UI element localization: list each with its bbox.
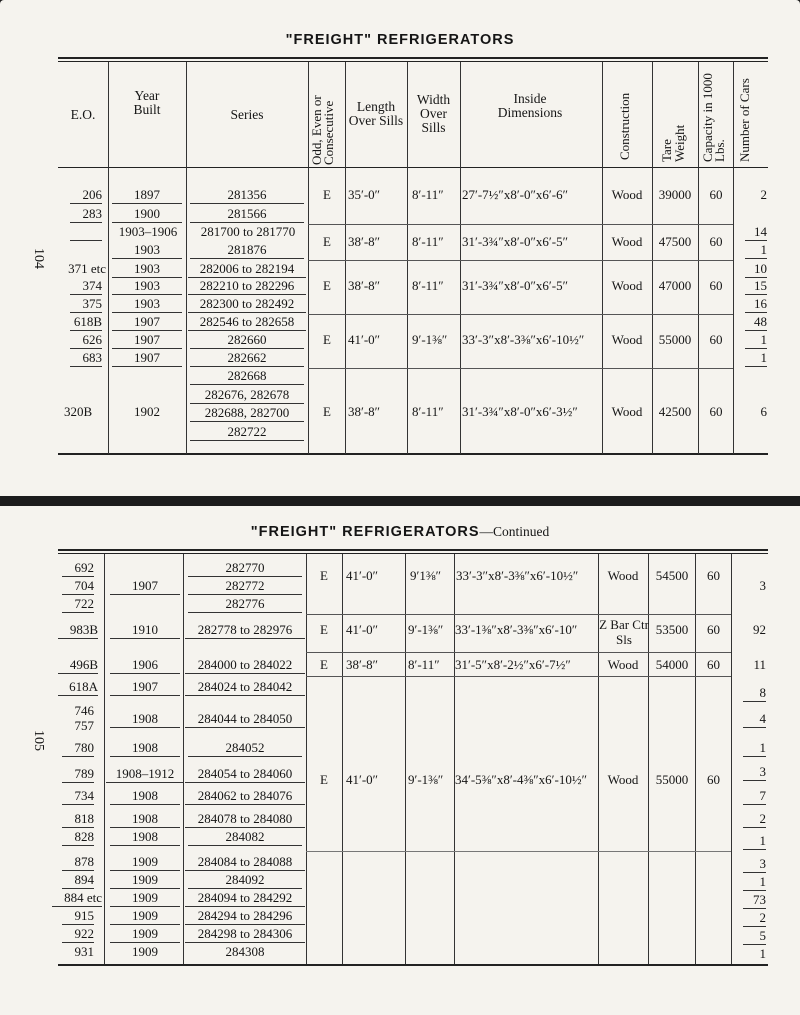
header-width: Width Over Sills [416,92,451,135]
page-title-continued: —Continued [479,524,550,539]
header-series: Series [230,106,264,122]
header-number-of-cars: Number of Cars [737,78,752,162]
capacity-cell: 60 [709,278,723,293]
series-cell: 281876 [190,242,304,257]
odd-even-cell: E [320,622,328,637]
header-top-rule [58,57,768,59]
eo-cell: 704 [62,578,94,593]
page-105 [0,506,800,1015]
column-divider [460,62,461,454]
width-cell: 8′-11″ [412,278,444,293]
capacity-cell: 60 [709,404,723,419]
eo-cell: 618A [58,679,98,694]
series-cell: 282210 to 282296 [188,278,306,293]
column-divider [104,554,105,964]
eo-cell: 878 [62,854,94,869]
cars-cell: 2 [743,910,766,925]
eo-cell: 722 [62,596,94,611]
eo-cell: 496B [58,657,98,672]
width-cell: 9′-1⅜″ [408,772,444,787]
eo-cell: 618B [70,314,102,329]
cars-cell: 2 [743,811,766,826]
capacity-cell: 60 [707,657,720,672]
column-divider [306,554,307,964]
series-cell: 284044 to 284050 [185,711,305,726]
eo-cell: 789 [62,766,94,781]
odd-even-cell: E [323,234,331,249]
tare-cell: 47000 [658,278,692,293]
year-cell: 1908 [110,788,180,803]
series-cell: 284294 to 284296 [185,908,305,923]
series-cell: 284000 to 284022 [185,657,305,672]
length-cell: 35′-0″ [348,187,381,202]
year-cell: 1909 [110,872,180,887]
cars-cell: 1 [745,242,767,257]
series-cell: 284052 [188,740,302,755]
column-divider [405,554,406,964]
capacity-cell: 60 [709,332,723,347]
header-top-rule-2 [58,61,768,62]
cars-cell: 73 [743,892,766,907]
series-cell: 284082 [188,829,302,844]
eo-cell: 734 [62,788,94,803]
header-year-built: Year Built [133,88,161,117]
column-divider [183,554,184,964]
group-separator [306,851,731,852]
year-cell: 1900 [112,206,182,221]
length-cell: 38′-8″ [348,234,381,249]
series-cell: 282668 [190,368,304,383]
eo-cell: 746 757 [74,703,94,733]
eo-cell: 818 [62,811,94,826]
tare-cell: 54000 [655,657,689,672]
width-cell: 9′1⅜″ [410,568,442,583]
eo-cell: 320B [64,404,93,419]
capacity-cell: 60 [709,187,723,202]
eo-cell: 931 [74,944,94,959]
cars-cell: 3 [759,578,766,593]
width-cell: 8′-11″ [412,404,444,419]
eo-cell: 915 [62,908,94,923]
series-cell: 282676, 282678 [190,387,304,402]
construction-cell: Wood [611,404,643,419]
series-cell: 282772 [188,578,302,593]
column-divider [342,554,343,964]
group-separator [308,314,733,315]
column-divider [731,554,732,964]
year-cell: 1897 [112,187,182,202]
table-bottom-rule [58,964,768,966]
cars-cell: 11 [753,657,766,672]
cars-cell: 16 [745,296,767,311]
cars-cell: 48 [745,314,767,329]
odd-even-cell: E [320,657,328,672]
cars-cell: 3 [743,764,766,779]
inside-dimensions-cell: 31′-3¾″x8′-0″x6′-3½″ [462,404,578,419]
eo-cell: 283 [70,206,102,221]
eo-cell: 828 [62,829,94,844]
series-cell: 284308 [225,944,265,959]
eo-cell: 894 [62,872,94,887]
capacity-cell: 60 [709,234,723,249]
series-cell: 282006 to 282194 [188,261,306,276]
width-cell: 8′-11″ [412,187,444,202]
inside-dimensions-cell: 34′-5⅜″x8′-4⅜″x6′-10½″ [455,772,588,787]
series-cell: 284298 to 284306 [185,926,305,941]
cars-cell: 92 [753,622,766,637]
inside-dimensions-cell: 27′-7½″x8′-0″x6′-6″ [462,187,569,202]
cars-cell: 1 [759,946,766,961]
series-cell: 282770 [188,560,302,575]
header-eo: E.O. [70,106,96,122]
cars-cell: 2 [760,187,767,202]
header-top-rule-2 [58,553,768,554]
construction-cell: Wood [611,187,643,202]
cars-cell: 5 [743,928,766,943]
group-separator [306,652,731,653]
tare-cell: 53500 [655,622,689,637]
series-cell: 282660 [190,332,304,347]
capacity-cell: 60 [707,568,720,583]
odd-even-cell: E [323,404,331,419]
construction-cell: Wood [611,332,643,347]
inside-dimensions-cell: 31′-5″x8′-2½″x6′-7½″ [455,657,571,672]
page-title-text: "FREIGHT" REFRIGERATORS [250,524,480,540]
header-top-rule [58,549,768,551]
odd-even-cell: E [320,772,328,787]
tare-cell: 39000 [658,187,692,202]
year-cell: 1908 [110,711,180,726]
construction-cell: Z Bar Ctr Sls [599,617,649,647]
year-cell: 1903 [112,242,182,257]
cars-cell: 1 [745,350,767,365]
width-cell: 9′-1⅜″ [408,622,444,637]
column-divider [652,62,653,454]
inside-dimensions-cell: 31′-3¾″x8′-0″x6′-5″ [462,278,569,293]
year-cell: 1902 [134,404,160,419]
year-cell: 1908 [110,829,180,844]
series-cell: 284062 to 284076 [185,788,305,803]
cars-cell: 6 [760,404,767,419]
year-cell: 1909 [110,854,180,869]
year-cell: 1908 [110,740,180,755]
tare-cell: 55000 [655,772,689,787]
eo-cell: 780 [62,740,94,755]
odd-even-cell: E [320,568,328,583]
tare-cell: 55000 [658,332,692,347]
series-cell: 282722 [190,424,304,439]
header-length: Length Over Sills [348,99,404,128]
year-cell: 1908–1912 [106,766,184,781]
year-cell: 1906 [110,657,180,672]
eo-cell: 983B [58,622,98,637]
eo-cell: 683 [70,350,102,365]
cars-cell: 1 [743,833,766,848]
construction-cell: Wood [611,278,643,293]
series-cell: 282778 to 282976 [185,622,305,637]
inside-dimensions-cell: 33′-3″x8′-3⅜″x6′-10½″ [456,568,579,583]
series-cell: 281566 [190,206,304,221]
length-cell: 41′-0″ [346,622,379,637]
cars-cell: 15 [745,278,767,293]
width-cell: 9′-1⅜″ [412,332,448,347]
year-cell: 1908 [110,811,180,826]
tare-cell: 47500 [658,234,692,249]
series-cell: 282546 to 282658 [188,314,306,329]
year-cell: 1909 [132,944,158,959]
tare-cell: 54500 [655,568,689,583]
header-bottom-rule [58,167,768,168]
cars-cell: 1 [745,332,767,347]
cars-cell: 1 [743,874,766,889]
length-cell: 41′-0″ [346,772,379,787]
header-odd-even: Odd, Even or Consecutive [309,95,336,165]
series-cell: 284092 [188,872,302,887]
eo-cell: 626 [70,332,102,347]
cars-cell: 8 [743,685,766,700]
eo-cell [70,224,102,239]
series-cell: 282662 [190,350,304,365]
cars-cell: 4 [743,711,766,726]
header-tare-weight: Tare Weight [659,124,687,162]
cars-cell: 14 [745,224,767,239]
cars-cell: 3 [743,856,766,871]
series-cell: 284084 to 284088 [185,854,305,869]
eo-cell: 692 [62,560,94,575]
year-cell: 1903 [112,278,182,293]
construction-cell: Wood [611,234,643,249]
group-separator [306,676,731,677]
tare-cell: 42500 [658,404,692,419]
series-cell: 284054 to 284060 [185,766,305,781]
inside-dimensions-cell: 33′-1⅜″x8′-3⅜″x6′-10″ [455,622,578,637]
page-title [0,524,800,540]
year-cell: 1903 [112,296,182,311]
eo-cell: 375 [70,296,102,311]
eo-cell: 371 etc [68,261,106,276]
inside-dimensions-cell: 31′-3¾″x8′-0″x6′-5″ [462,234,569,249]
eo-cell: 206 [70,187,102,202]
construction-cell: Wood [607,772,639,787]
construction-cell: Wood [607,568,639,583]
width-cell: 8′-11″ [412,234,444,249]
width-cell: 8′-11″ [408,657,440,672]
year-cell: 1910 [110,622,180,637]
length-cell: 38′-8″ [346,657,379,672]
year-cell: 1909 [110,908,180,923]
series-cell: 284078 to 284080 [185,811,305,826]
year-cell: 1903 [112,261,182,276]
series-cell: 284024 to 284042 [185,679,305,694]
page-104 [0,0,800,496]
length-cell: 38′-8″ [348,404,381,419]
length-cell: 38′-8″ [348,278,381,293]
series-cell: 282688, 282700 [190,405,304,420]
group-separator [308,260,733,261]
year-cell: 1907 [110,679,180,694]
year-cell: 1907 [112,314,182,329]
cars-cell: 1 [743,740,766,755]
group-separator [308,224,733,225]
cars-cell: 10 [745,261,767,276]
capacity-cell: 60 [707,772,720,787]
column-divider [108,62,109,454]
column-divider [454,554,455,964]
series-cell: 281700 to 281770 [200,224,296,239]
page-number: 105 [31,730,46,751]
year-cell: 1907 [112,350,182,365]
header-construction: Construction [617,92,632,160]
inside-dimensions-cell: 33′-3″x8′-3⅜″x6′-10½″ [462,332,585,347]
series-cell: 282776 [188,596,302,611]
odd-even-cell: E [323,187,331,202]
cars-cell: 7 [743,788,766,803]
eo-cell: 884 etc [52,890,102,905]
odd-even-cell: E [323,278,331,293]
construction-cell: Wood [607,657,639,672]
series-cell: 284094 to 284292 [185,890,305,905]
series-cell: 281356 [190,187,304,202]
capacity-cell: 60 [707,622,720,637]
year-cell: 1909 [110,890,180,905]
header-inside-dimensions: Inside Dimensions [497,91,563,120]
page-title: "FREIGHT" REFRIGERATORS [285,32,515,48]
year-cell: 1907 [112,332,182,347]
page-number: 104 [31,248,46,269]
column-divider [698,62,699,454]
group-separator [306,614,731,615]
series-cell: 282300 to 282492 [188,296,306,311]
group-separator [308,368,733,369]
length-cell: 41′-0″ [346,568,379,583]
column-divider [695,554,696,964]
year-cell: 1903–1906 [118,224,178,239]
year-cell: 1909 [110,926,180,941]
table-bottom-rule [58,453,768,455]
year-cell: 1907 [110,578,180,593]
eo-cell: 374 [70,278,102,293]
length-cell: 41′-0″ [348,332,381,347]
header-capacity: Capacity in 1000 Lbs. [700,73,727,162]
odd-even-cell: E [323,332,331,347]
eo-cell: 922 [62,926,94,941]
column-divider [733,62,734,454]
column-divider [602,62,603,454]
